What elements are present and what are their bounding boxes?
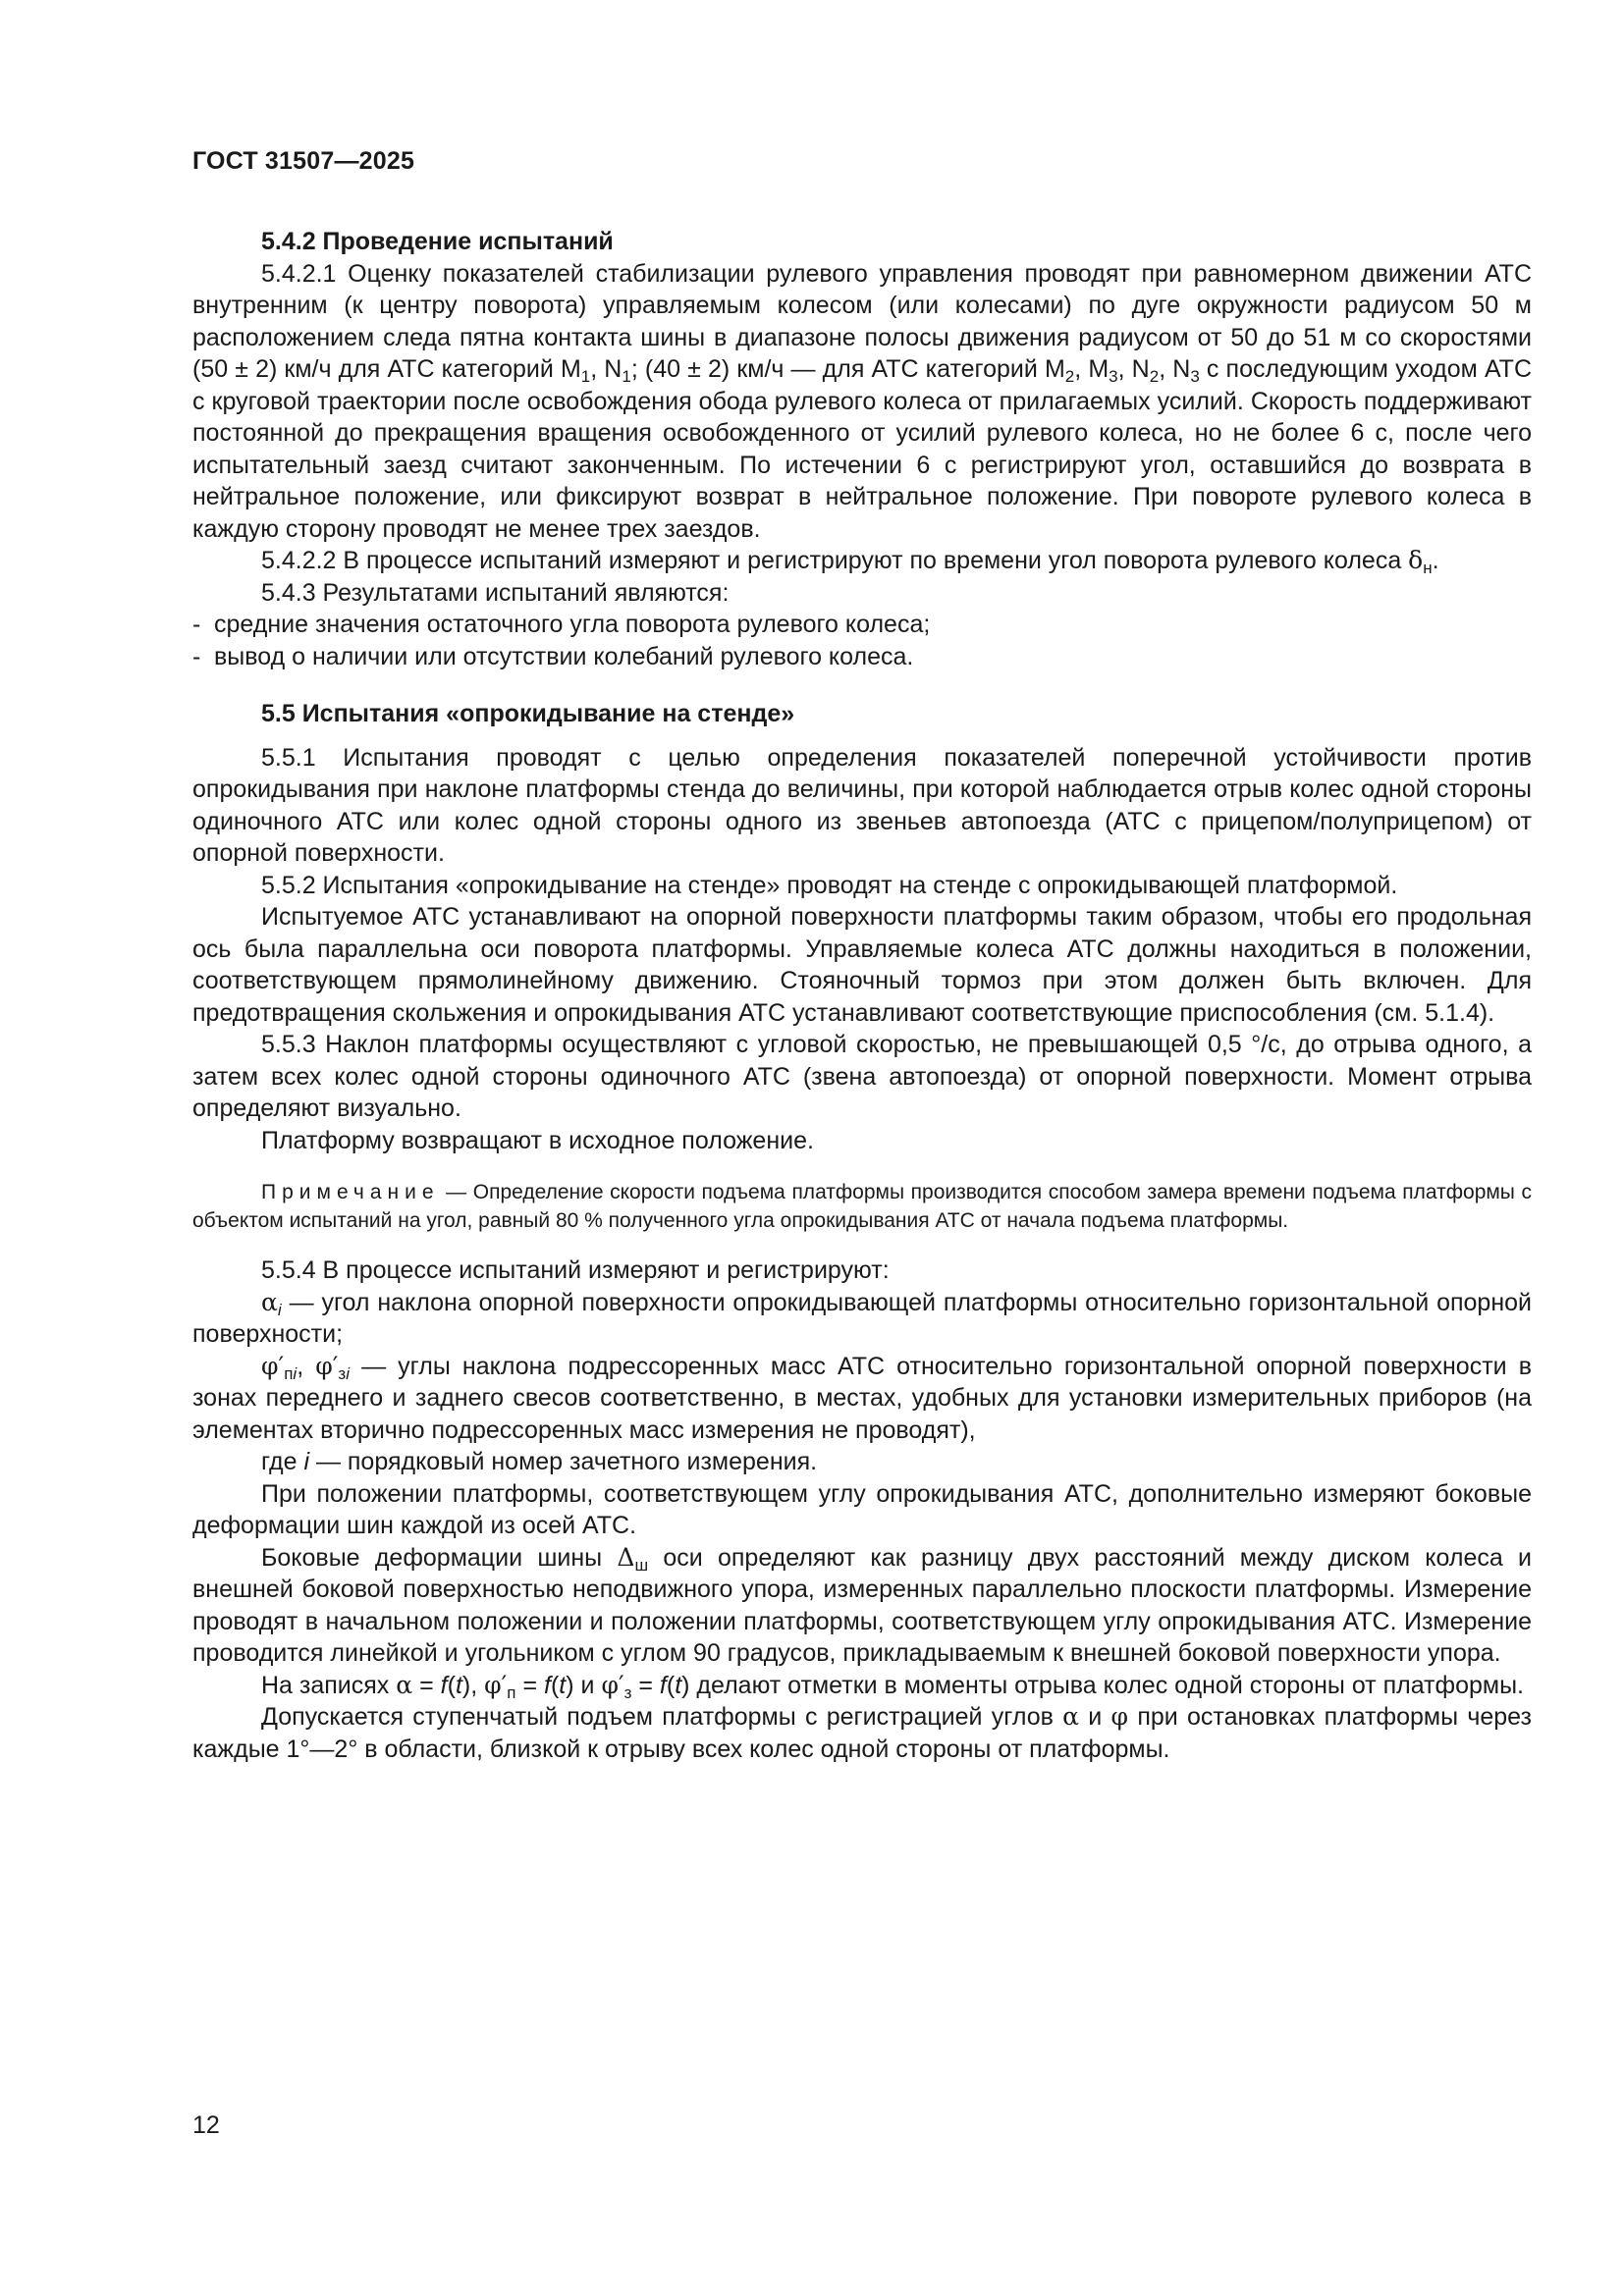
page-number: 12 xyxy=(192,2111,220,2139)
definition-alpha: $\alpha_i$ — угол наклона опорной поверхности опрокидывающей платформы относительно горизонтальной опорной поверхности; xyxy=(192,1287,1532,1348)
paragraph-tire-deformation: Боковые деформации шины $\Delta_ш$ оси определяют как разницу двух расстояний между диском колеса и внешней боковой поверхностью неподвижного упора, измеренных параллельно плоскости платформы. Измерение проводят в начальном положении и положении платформы, соответствующем углу опрокидывания АТС. Измерение проводится линейкой и угольником с углом 90 градусов, прикладываемым к внешней боковой поверхности упора. xyxy=(192,1542,1532,1667)
section-5-4-2-title: 5.4.2 Проведение испытаний xyxy=(261,228,614,255)
paragraph-5-4-2-1: 5.4.2.1 Оценку показателей стабилизации рулевого управления проводят при равномерном движении АТС внутренним (к центру поворота) управляемым колесом (или колесами) по дуге окружности радиусом 50 м расположением следа пятна контакта шины в диапазоне полосы движения радиусом от 50 до 51 м со скоростями (50 ± 2) км/ч для АТС категорий $М_1$, $N_1$; (40 ± 2) км/ч — для АТС категорий $М_2$, $M_3$, $N_2$, $N_3$ с последующим уходом АТС с круговой траектории после освобождения обода рулевого колеса от прилагаемых усилий. Скорость поддерживают постоянной до прекращения вращения освобожденного от усилий рулевого колеса, но не более 6 с, после чего испытательный заезд считают законченным. По истечении 6 с регистрируют угол, оставшийся до возврата в нейтральное положение, или фиксируют возврат в нейтральное положение. При повороте рулевого колеса в каждую сторону проводят не менее трех заездов. xyxy=(192,259,1533,543)
paragraph-platform-position: При положении платформы, соответствующем углу опрокидывания АТС, дополнительно измеряют боковые деформации шин каждой из осей АТС. xyxy=(192,1479,1532,1539)
paragraph-5-5-2-b: Испытуемое АТС устанавливают на опорной поверхности платформы таким образом, чтобы его продольная ось была параллельна оси поворота платформы. Управляемые колеса АТС должны находиться в положении, соответствующем прямолинейному движению. Стояночный тормоз при этом должен быть включен. Для предотвращения скольжения и опрокидывания АТС устанавливают соответствующие приспособления (см. 5.1.4). xyxy=(192,903,1532,1027)
document-body xyxy=(192,226,1532,1765)
list-item: - вывод о наличии или отсутствии колебаний рулевого колеса. xyxy=(192,642,914,670)
note: Примечание — Определение скорости подъема платформы производится способом замера времени подъема платформы с объектом испытаний на угол, равный 80 % полученного угла опрокидывания АТС от начала подъема платформы. xyxy=(192,1181,1532,1232)
list-item: - средние значения остаточного угла поворота рулевого колеса; xyxy=(192,611,931,638)
paragraph-5-4-2-2: 5.4.2.2 В процессе испытаний измеряют и регистрируют по времени угол поворота рулевого колеса $\delta_н$. xyxy=(261,546,1439,577)
paragraph-5-5-3-b: Платформу возвращают в исходное положение. xyxy=(261,1126,814,1154)
paragraph-5-5-1: 5.5.1 Испытания проводят с целью определения показателей поперечной устойчивости против опрокидывания при наклоне платформы стенда до величины, при которой наблюдается отрыв колес одной стороны одиночного АТС или колес одной стороны одного из звеньев автопоезда (АТС с прицепом/полуприцепом) от опорной поверхности. xyxy=(192,743,1532,867)
paragraph-5-5-3: 5.5.3 Наклон платформы осуществляют с угловой скоростью, не превышающей 0,5 °/с, до отрыва одного, а затем всех колес одной стороны одиночного АТС (звена автопоезда) от опорной поверхности. Момент отрыва определяют визуально. xyxy=(192,1031,1532,1122)
paragraph-5-5-2: 5.5.2 Испытания «опрокидывание на стенде» проводят на стенде с опрокидывающей платформой. xyxy=(261,871,1398,899)
paragraph-records: На записях α = f(t), $\varphi'_п = f(t)$ и $\varphi'_з = f(t)$ делают отметки в моменты отрыва колес одной стороны от платформы. xyxy=(261,1670,1524,1702)
paragraph-5-5-4: 5.5.4 В процессе испытаний измеряют и регистрируют: xyxy=(261,1256,890,1284)
note-label: Примечание xyxy=(261,1181,440,1203)
document-header: ГОСТ 31507—2025 xyxy=(192,147,415,175)
document-page xyxy=(192,0,1532,2296)
section-5-5-title: 5.5 Испытания «опрокидывание на стенде» xyxy=(261,700,795,727)
section-5-4-3-title: 5.4.3 Результатами испытаний являются: xyxy=(261,578,730,607)
paragraph-stepwise: Допускается ступенчатый подъем платформы с регистрацией углов α и φ при остановках платформы через каждые 1°—2° в области, близкой к отрыву всех колес одной стороны от платформы. xyxy=(192,1702,1532,1763)
definition-index: где i — порядковый номер зачетного измерения. xyxy=(261,1448,818,1475)
definition-phi: $\varphi'_{пi}$, $\varphi'_{зi}$ — углы наклона подрессоренных масс АТС относительно горизонтальной опорной поверхности в зонах переднего и заднего свесов соответственно, в местах, удобных для установки измерительных приборов (на элементах вторично подрессоренных масс измерения не проводят), xyxy=(192,1351,1532,1444)
